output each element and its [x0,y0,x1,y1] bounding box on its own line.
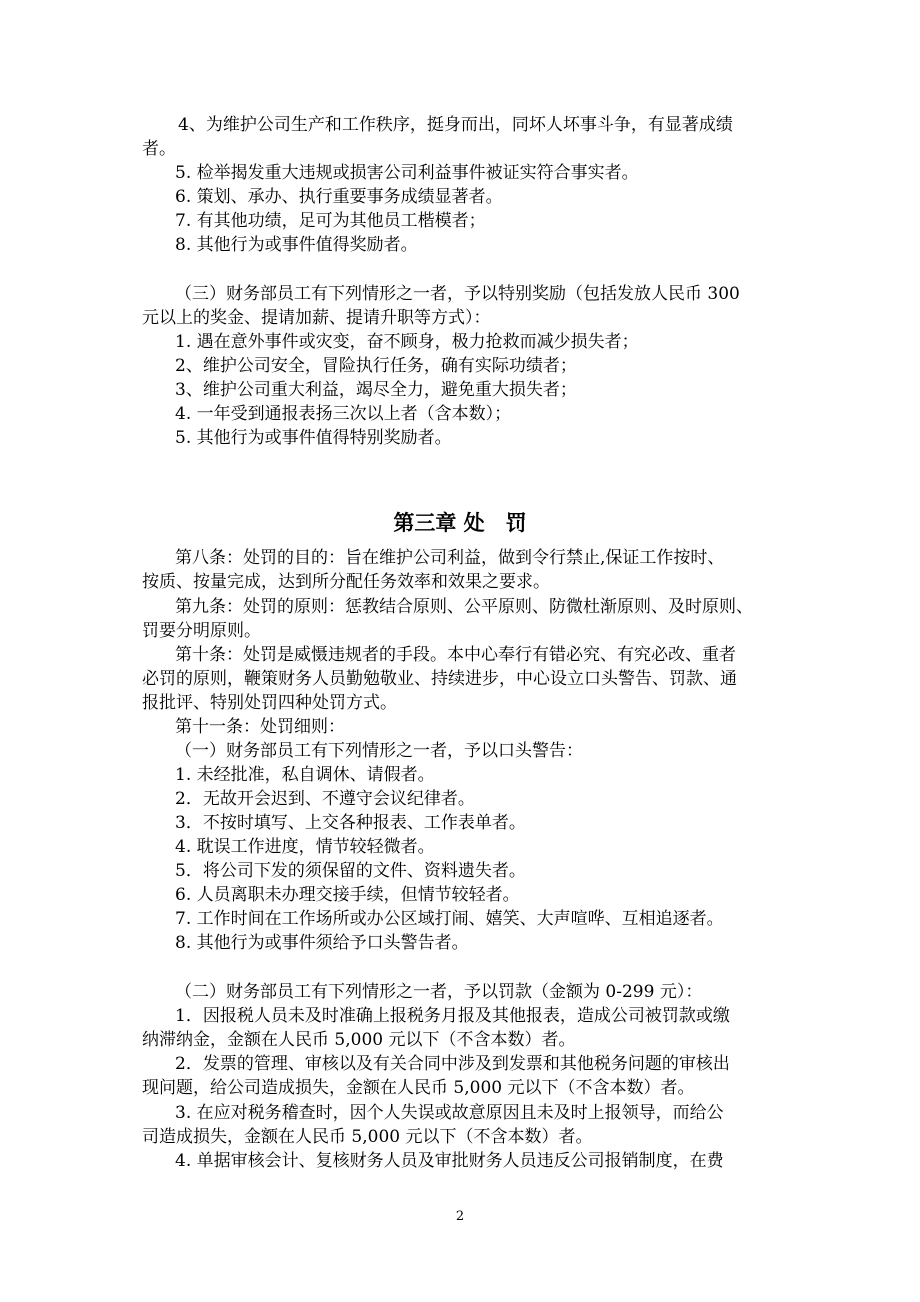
fine-item-1-line-2: 纳滞纳金，金额在人民币 5,000 元以下（不含本数）者。 [142,1030,576,1050]
article-8-line-2: 按质、按量完成，达到所分配任务效率和效果之要求。 [142,572,550,592]
fine-item-3-line-2: 司造成损失，金额在人民币 5,000 元以下（不含本数）者。 [142,1127,593,1147]
fine-heading: （二）财务部员工有下列情形之一者，予以罚款（金额为 0-299 元）： [175,982,703,1002]
special-reward-item-3: 3、维护公司重大利益，竭尽全力，避免重大损失者； [175,380,577,400]
special-reward-heading-line-2: 元以上的奖金、提请加薪、提请升职等方式）： [142,308,491,328]
warning-item-3: 3．不按时填写、上交各种报表、工作表单者。 [175,813,526,833]
chapter-title: 第三章 处 罚 [393,511,527,535]
warning-item-4: 4. 耽误工作进度，情节较轻微者。 [175,837,435,857]
reward-item-4-line-1: 4、为维护公司生产和工作秩序，挺身而出，同坏人坏事斗争，有显著成绩 [178,115,733,135]
article-8-line-1: 第八条：处罚的目的：旨在维护公司利益，做到令行禁止,保证工作按时、 [175,548,725,568]
warning-item-5: 5．将公司下发的须保留的文件、资料遗失者。 [175,861,526,881]
warning-item-2: 2．无故开会迟到、不遵守会议纪律者。 [175,789,475,809]
fine-item-2-line-1: 2．发票的管理、审核以及有关合同中涉及到发票和其他税务问题的审核出 [175,1054,730,1074]
reward-item-7: 7. 有其他功绩，足可为其他员工楷模者； [175,211,486,231]
warning-item-8: 8. 其他行为或事件须给予口头警告者。 [175,933,469,953]
special-reward-item-1: 1. 遇在意外事件或灾变，奋不顾身，极力抢救而减少损失者； [175,332,639,352]
reward-item-5: 5. 检举揭发重大违规或损害公司利益事件被证实符合事实者。 [175,163,639,183]
special-reward-item-2: 2、维护公司安全，冒险执行任务，确有实际功绩者； [175,356,577,376]
special-reward-heading-line-1: （三）财务部员工有下列情形之一者，予以特别奖励（包括发放人民币 300 [175,284,740,304]
special-reward-item-5: 5. 其他行为或事件值得特别奖励者。 [175,428,452,448]
warning-item-6: 6. 人员离职未办理交接手续，但情节较轻者。 [175,885,520,905]
page-number: 2 [455,1209,465,1224]
reward-item-8: 8. 其他行为或事件值得奖励者。 [175,235,418,255]
reward-item-4-line-2: 者。 [142,139,176,159]
fine-item-1-line-1: 1．因报税人员未及时准确上报税务月报及其他报表，造成公司被罚款或缴 [175,1006,730,1026]
fine-item-3-line-1: 3. 在应对税务稽查时，因个人失误或故意原因且未及时上报领导，而给公 [175,1103,724,1123]
article-10-line-1: 第十条：处罚是威慑违规者的手段。本中心奉行有错必究、有究必改、重者 [175,645,736,665]
warning-item-7: 7. 工作时间在工作场所或办公区域打闹、嬉笑、大声喧哗、互相追逐者。 [175,909,724,929]
article-10-line-2: 必罚的原则，鞭策财务人员勤勉敬业、持续进步，中心设立口头警告、罚款、通 [142,669,737,689]
special-reward-item-4: 4. 一年受到通报表扬三次以上者（含本数）； [175,404,512,424]
reward-item-6: 6. 策划、承办、执行重要事务成绩显著者。 [175,187,503,207]
warning-item-1: 1. 未经批准，私自调休、请假者。 [175,765,435,785]
fine-item-2-line-2: 现问题，给公司造成损失，金额在人民币 5,000 元以下（不含本数）者。 [142,1078,695,1098]
article-10-line-3: 报批评、特别处罚四种处罚方式。 [142,693,397,713]
article-11: 第十一条：处罚细则： [175,717,345,737]
warning-heading: （一）财务部员工有下列情形之一者，予以口头警告： [175,741,583,761]
fine-item-4-line-1: 4. 单据审核会计、复核财务人员及审批财务人员违反公司报销制度，在费 [175,1151,724,1171]
article-9-line-1: 第九条：处罚的原则：惩教结合原则、公平原则、防微杜渐原则、及时原则、 [175,597,753,617]
article-9-line-2: 罚要分明原则。 [142,621,261,641]
